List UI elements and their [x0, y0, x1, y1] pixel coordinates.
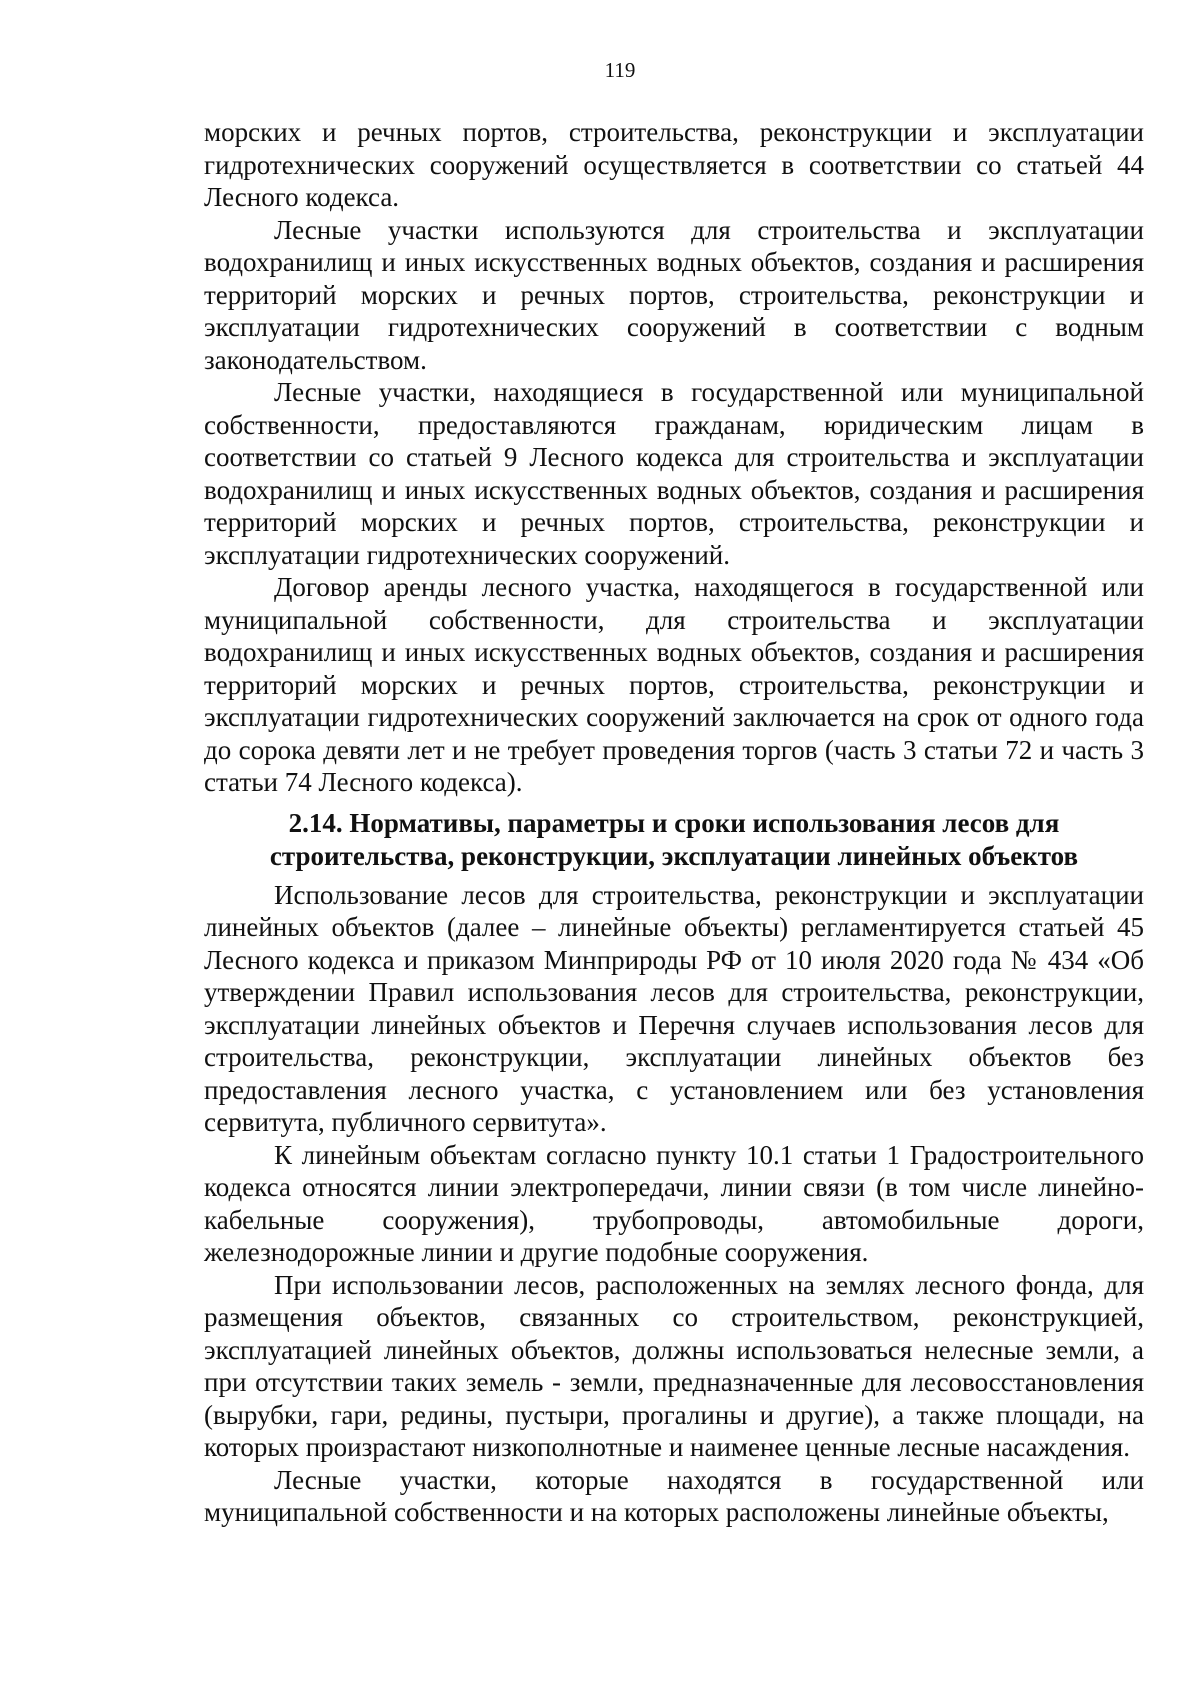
paragraph: При использовании лесов, расположенных на землях лесного фонда, для размещения объектов, связанных со строительством, реконструкцией, эксплуатацией линейных объектов, должны использоваться нелесные земли, а при отсутствии таких земель - земли, предназначенные для лесовосстановления (вырубки, гари, редины, пустыри, прогалины и другие), а также площади, на которых произрастают низкополнотные и наименее ценные лесные насаждения. — [204, 1269, 1144, 1462]
page-number: 119 — [604, 58, 636, 82]
document-body — [204, 116, 1144, 1529]
section-heading — [204, 807, 1144, 873]
paragraph: Лесные участки, которые находятся в государственной или муниципальной собственности и на которых расположены линейные объекты, — [204, 1464, 1144, 1527]
paragraph: Лесные участки используются для строительства и эксплуатации водохранилищ и иных искусственных водных объектов, создания и расширения территорий морских и речных портов, строительства, реконструкции и эксплуатации гидротехнических сооружений в соответствии с водным законодательством. — [204, 214, 1144, 375]
paragraph: морских и речных портов, строительства, реконструкции и эксплуатации гидротехнических сооружений осуществляется в соответствии со статьей 44 Лесного кодекса. — [204, 117, 1144, 212]
paragraph: Лесные участки, находящиеся в государственной или муниципальной собственности, предоставляются гражданам, юридическим лицам в соответствии со статьей 9 Лесного кодекса для строительства и эксплуатации водохранилищ и иных искусственных водных объектов, создания и расширения территорий морских и речных портов, строительства, реконструкции и эксплуатации гидротехнических сооружений. — [204, 377, 1144, 570]
paragraph: К линейным объектам согласно пункту 10.1 статьи 1 Градостроительного кодекса относятся линии электропередачи, линии связи (в том числе линейно-кабельные сооружения), трубопроводы, автомобильные дороги, железнодорожные линии и другие подобные сооружения. — [204, 1139, 1144, 1267]
section-heading-line: 2.14. Нормативы, параметры и сроки использования лесов для — [288, 807, 1060, 838]
paragraph: Договор аренды лесного участка, находящегося в государственной или муниципальной собственности, для строительства и эксплуатации водохранилищ и иных искусственных водных объектов, создания и расширения территорий морских и речных портов, строительства, реконструкции и эксплуатации гидротехнических сооружений заключается на срок от одного года до сорока девяти лет и не требует проведения торгов (часть 3 статьи 72 и часть 3 статьи 74 Лесного кодекса). — [204, 572, 1144, 797]
paragraph: Использование лесов для строительства, реконструкции и эксплуатации линейных объектов (далее – линейные объекты) регламентируется статьей 45 Лесного кодекса и приказом Минприроды РФ от 10 июля 2020 года № 434 «Об утверждении Правил использования лесов для строительства, реконструкции, эксплуатации линейных объектов и Перечня случаев использования лесов для строительства, реконструкции, эксплуатации линейных объектов без предоставления лесного участка, с установлением или без установления сервитута, публичного сервитута». — [204, 879, 1144, 1137]
section-heading-line: строительства, реконструкции, эксплуатации линейных объектов — [269, 840, 1079, 871]
